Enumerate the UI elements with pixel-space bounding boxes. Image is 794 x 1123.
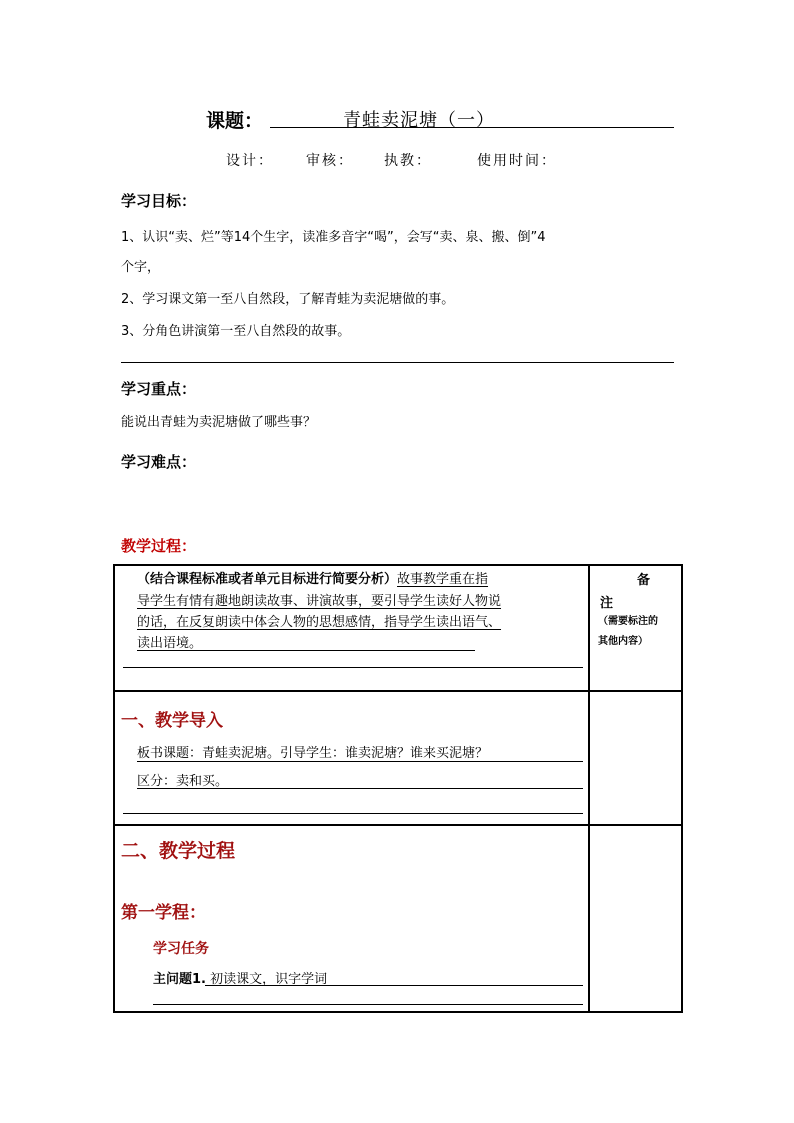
note-cell	[589, 691, 682, 825]
objective-item: 2、学习课文第一至八自然段，了解青蛙为卖泥塘做的事。	[121, 292, 455, 307]
note-cell	[589, 565, 682, 691]
note-cell	[589, 825, 682, 1012]
note-title: 备	[637, 573, 651, 588]
objective-item: 1、认识“卖、烂”等14个生字，读准多音字“喝”，会写“卖、泉、搬、倒”4	[121, 230, 546, 245]
process-heading: 教学过程：	[121, 537, 197, 555]
fill-line	[137, 761, 583, 762]
intro-line: 的话，在反复朗读中体会人物的思想感情，指导学生读出语气、	[137, 615, 502, 630]
objectives-heading: 学习目标：	[121, 192, 197, 210]
objective-item: 个字，	[121, 260, 161, 275]
divider	[121, 362, 674, 363]
intro-line: 读出语境。	[137, 636, 203, 651]
note-subtitle: （需要标注的	[598, 616, 658, 627]
fill-line	[205, 985, 583, 986]
fill-line	[123, 813, 583, 814]
objective-item: 3、分角色讲演第一至八自然段的故事。	[121, 324, 351, 339]
stage1-heading: 第一学程：	[121, 903, 206, 923]
intro-line: 导学生有情有趣地朗读故事、讲演故事，要引导学生读好人物说	[137, 594, 502, 609]
key-points-heading: 学习重点：	[121, 380, 197, 398]
difficulties-heading: 学习难点：	[121, 453, 197, 471]
note-subtitle: 其他内容）	[598, 636, 648, 647]
section1-cell	[114, 691, 589, 825]
time-label: 使用时间：	[477, 153, 557, 169]
fill-line	[137, 788, 583, 789]
fill-line	[123, 667, 583, 668]
title-label: 课题：	[206, 110, 264, 132]
fill-line	[153, 1004, 583, 1005]
section1-line: 板书课题：青蛙卖泥塘。引导学生：谁卖泥塘？谁来买泥塘？	[137, 746, 489, 761]
review-label: 审核：	[306, 153, 354, 169]
process-table	[113, 564, 683, 1013]
intro-bold-note: （结合课程标准或者单元目标进行简要分析）	[137, 572, 398, 587]
section2-cell	[114, 825, 589, 1012]
fill-line	[137, 650, 475, 651]
intro-line: 故事教学重在指	[397, 572, 489, 587]
task-heading: 学习任务	[153, 941, 209, 957]
teach-label: 执教：	[384, 153, 432, 169]
section1-line: 区分：卖和买。	[137, 774, 229, 789]
main-question-text: 初读课文，识字学词	[210, 972, 328, 987]
section2-heading: 二、教学过程	[121, 840, 236, 862]
intro-cell	[114, 565, 589, 691]
page-title: 青蛙卖泥塘（一）	[343, 110, 495, 131]
section1-heading: 一、教学导入	[121, 711, 223, 731]
key-points-text: 能说出青蛙为卖泥塘做了哪些事？	[121, 415, 317, 430]
note-title: 注	[600, 596, 614, 611]
main-question-label: 主问题1.	[153, 972, 206, 987]
design-label: 设计：	[226, 153, 274, 169]
